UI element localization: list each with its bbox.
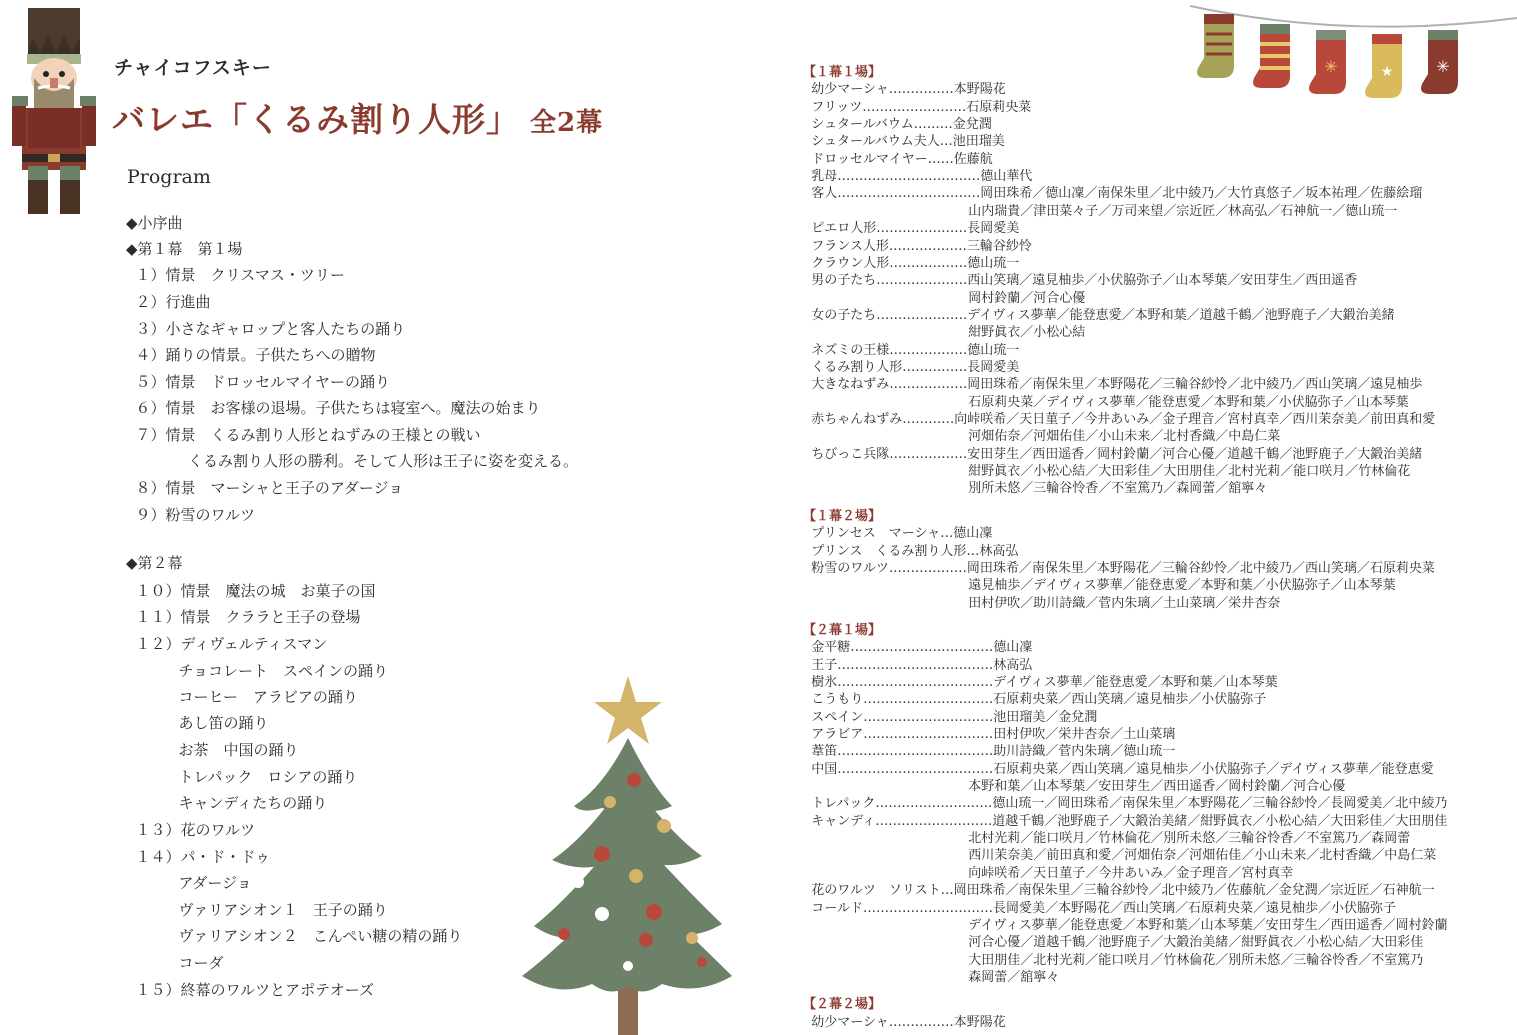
cast-row: プリンセス マーシャ…德山凜 xyxy=(803,526,993,542)
program-item: １２）ディヴェルティスマン xyxy=(126,635,328,653)
scene-heading: 【２幕１場】 xyxy=(803,622,882,638)
cast-row: コールド…………………………長岡愛美／本野陽花／西山笑璃／石原莉央菜／遠見柚歩／小伏脇弥子 xyxy=(803,900,1397,916)
program-item: １０）情景 魔法の城 お菓子の国 xyxy=(126,582,376,600)
cast-row: シュタールバウム………金兌潤 xyxy=(803,117,992,133)
svg-text:✳: ✳ xyxy=(1436,57,1450,76)
cast-row: 紺野眞衣／小松心結／大田彩佳／大田朋佳／北村光莉／能口咲月／竹林倫花 xyxy=(803,464,1411,480)
program-item: ８）情景 マーシャと王子のアダージョ xyxy=(126,479,404,497)
cast-row: 本野和葉／山本琴葉／安田芽生／西田遥香／岡村鈴蘭／河合心優 xyxy=(803,779,1346,794)
program-item: ◆第２幕 xyxy=(126,554,183,572)
cast-row: 紺野眞衣／小松心結 xyxy=(803,325,1086,341)
program-item: チョコレート スペインの踊り xyxy=(126,662,389,680)
composer-name: チャイコフスキー xyxy=(114,57,272,79)
nutcracker-illustration xyxy=(10,8,98,214)
cast-row: 大きなねずみ………………岡田珠希／南保朱里／本野陽花／三輪谷紗怜／北中綾乃／西山笑璃／遠見柚歩 xyxy=(803,377,1423,393)
cast-row: 向峠咲希／天日菫子／今井あいみ／金子理音／宮村真幸 xyxy=(803,865,1294,881)
cast-row: 岡村鈴蘭／河合心優 xyxy=(803,290,1086,306)
program-item: １）情景 クリスマス・ツリー xyxy=(126,266,345,284)
cast-row: プリンス くるみ割り人形…林高弘 xyxy=(803,543,1019,559)
program-item: アダージョ xyxy=(126,874,252,892)
cast-row: 金平糖……………………………德山凜 xyxy=(803,640,1033,656)
cast-row: 河畑佑奈／河畑佑佳／小山未来／北村香織／中島仁菜 xyxy=(803,429,1281,445)
cast-row: 遠見柚歩／デイヴィス夢華／能登恵愛／本野和葉／小伏脇弥子／山本琴葉 xyxy=(803,578,1396,594)
cast-row: 客人……………………………岡田珠希／德山凜／南保朱里／北中綾乃／大竹真悠子／坂本祐理／佐藤絵瑠 xyxy=(803,186,1423,202)
cast-row: 乳母……………………………德山華代 xyxy=(803,169,1033,185)
cast-row: 北村光莉／能口咲月／竹林倫花／別所未悠／三輪谷怜香／不室篤乃／森岡蕾 xyxy=(803,831,1411,847)
cast-row: 大田朋佳／北村光莉／能口咲月／竹林倫花／別所未悠／三輪谷怜香／不室篤乃 xyxy=(803,952,1424,968)
cast-row: 花のワルツ ソリスト…岡田珠希／南保朱里／三輪谷紗怜／北中綾乃／佐藤航／金兌潤／宗近匠／石神航一 xyxy=(803,883,1435,899)
program-item: ヴァリアシオン１ 王子の踊り xyxy=(126,901,388,919)
program-item: コーヒー アラビアの踊り xyxy=(126,688,358,706)
cast-row: ネズミの王様………………德山琉一 xyxy=(803,342,1020,358)
program-item: １３）花のワルツ xyxy=(126,821,256,839)
scene-heading: 【２幕２場】 xyxy=(803,997,882,1013)
program-item: キャンディたちの踊り xyxy=(126,794,328,812)
svg-text:✳: ✳ xyxy=(1324,57,1338,76)
program-item: くるみ割り人形の勝利。そして人形は王子に姿を変える。 xyxy=(126,452,578,470)
program-item: ヴァリアシオン２ こんぺい糖の精の踊り xyxy=(126,927,463,945)
program-item: １５）終幕のワルツとアポテオーズ xyxy=(126,981,375,999)
acts-label: 全2幕 xyxy=(530,108,604,138)
scene-heading: 【１幕２場】 xyxy=(803,508,882,524)
cast-row: 葦笛………………………………助川詩織／菅内朱璃／德山琉一 xyxy=(803,744,1176,760)
cast-row: デイヴィス夢華／能登恵愛／本野和葉／山本琴葉／安田芽生／西田遥香／岡村鈴蘭 xyxy=(803,917,1448,933)
cast-row: 田村伊吹／助川詩織／菅内朱璃／土山菜璃／栄井杏奈 xyxy=(803,595,1281,611)
cast-row: フランス人形………………三輪谷紗怜 xyxy=(803,238,1032,254)
program-item: ６）情景 お客様の退場。子供たちは寝室へ。魔法の始まり xyxy=(126,399,541,417)
cast-row: ピエロ人形…………………長岡愛美 xyxy=(803,221,1020,237)
program-item: １４）パ・ド・ドゥ xyxy=(126,848,271,866)
cast-row: 樹氷………………………………デイヴィス夢華／能登恵愛／本野和葉／山本琴葉 xyxy=(803,674,1278,690)
cast-row: シュタールバウム夫人…池田瑠美 xyxy=(803,134,1005,150)
program-item: ◆第１幕 第１場 xyxy=(126,240,243,258)
cast-row: 西川茉奈美／前田真和愛／河畑佑奈／河畑佑佳／小山未来／北村香織／中島仁菜 xyxy=(803,848,1437,864)
program-item: コーダ xyxy=(126,954,224,972)
cast-row: クラウン人形………………德山琉一 xyxy=(803,255,1020,271)
cast-row: アラビア…………………………田村伊吹／栄井杏奈／土山菜璃 xyxy=(803,727,1176,742)
program-item: あし笛の踊り xyxy=(126,714,269,732)
cast-row: 別所未悠／三輪谷怜香／不室篤乃／森岡蕾／舘寧々 xyxy=(803,481,1268,497)
stockings-illustration xyxy=(1190,0,1517,110)
cast-row: 中国………………………………石原莉央菜／西山笑璃／遠見柚歩／小伏脇弥子／デイヴィス夢華／能登恵愛 xyxy=(803,761,1434,777)
cast-row: フリッツ……………………石原莉央菜 xyxy=(803,99,1032,115)
program-item: ７）情景 くるみ割り人形とねずみの王様との戦い xyxy=(126,426,481,444)
cast-row: 王子………………………………林高弘 xyxy=(803,657,1033,673)
cast-row: 河合心優／道越千鶴／池野鹿子／大鍛治美緒／紺野眞衣／小松心結／大田彩佳 xyxy=(803,935,1424,951)
cast-row: ドロッセルマイヤー……佐藤航 xyxy=(803,151,993,167)
program-item: ３）小さなギャロップと客人たちの踊り xyxy=(126,320,406,338)
program-item: ９）粉雪のワルツ xyxy=(126,506,256,524)
cast-row: 石原莉央菜／デイヴィス夢華／能登恵愛／本野和葉／小伏脇弥子／山本琴葉 xyxy=(803,394,1409,410)
program-heading: Program xyxy=(127,166,211,188)
cast-row: こうもり…………………………石原莉央菜／西山笑璃／遠見柚歩／小伏脇弥子 xyxy=(803,692,1267,708)
program-item: お茶 中国の踊り xyxy=(126,741,299,759)
cast-row: 幼少マーシャ……………本野陽花 xyxy=(803,82,1006,98)
program-item: ５）情景 ドロッセルマイヤーの踊り xyxy=(126,373,390,391)
scene-heading: 【１幕１場】 xyxy=(803,65,882,80)
cast-row: 幼少マーシャ……………本野陽花 xyxy=(803,1014,1006,1030)
svg-text:★: ★ xyxy=(1380,64,1394,80)
program-item: トレパック ロシアの踊り xyxy=(126,768,358,786)
page-title xyxy=(112,94,603,141)
program-item: １１）情景 クララと王子の登場 xyxy=(126,608,361,626)
cast-row: 山内瑞貴／津田菜々子／万司来望／宗近匠／林高弘／石神航一／德山琉一 xyxy=(803,203,1398,219)
cast-row: 粉雪のワルツ………………岡田珠希／南保朱里／本野陽花／三輪谷紗怜／北中綾乃／西山笑璃／石原莉央菜 xyxy=(803,560,1435,576)
program-item: ４）踊りの情景。子供たちへの贈物 xyxy=(126,346,376,364)
cast-row: 女の子たち…………………デイヴィス夢華／能登恵愛／本野和葉／道越千鶴／池野鹿子／大鍛治美緒 xyxy=(803,307,1395,323)
cast-row: くるみ割り人形……………長岡愛美 xyxy=(803,359,1020,375)
program-item: ２）行進曲 xyxy=(126,293,211,311)
ballet-title: バレエ「くるみ割り人形」 xyxy=(112,100,520,139)
cast-row: ちびっこ兵隊………………安田芽生／西田遥香／岡村鈴蘭／河合心優／道越千鶴／池野鹿子／大鍛治美緒 xyxy=(803,446,1423,462)
cast-row: 森岡蕾／舘寧々 xyxy=(803,969,1060,985)
christmas-tree-illustration xyxy=(522,676,734,1035)
cast-row: スペイン…………………………池田瑠美／金兌潤 xyxy=(803,709,1098,725)
cast-row: キャンディ………………………道越千鶴／池野鹿子／大鍛治美緒／紺野眞衣／小松心結／大田彩佳／大田朋佳 xyxy=(803,813,1448,829)
cast-row: 男の子たち…………………西山笑璃／遠見柚歩／小伏脇弥子／山本琴葉／安田芽生／西田遥香 xyxy=(803,273,1358,289)
program-item: ◆小序曲 xyxy=(126,214,183,232)
cast-row: トレパック………………………德山琉一／岡田珠希／南保朱里／本野陽花／三輪谷紗怜／長岡愛美／北中綾乃 xyxy=(803,796,1448,812)
cast-row: 赤ちゃんねずみ…………向峠咲希／天日菫子／今井あいみ／金子理音／宮村真幸／西川茉奈美／前田真和愛 xyxy=(803,412,1436,427)
